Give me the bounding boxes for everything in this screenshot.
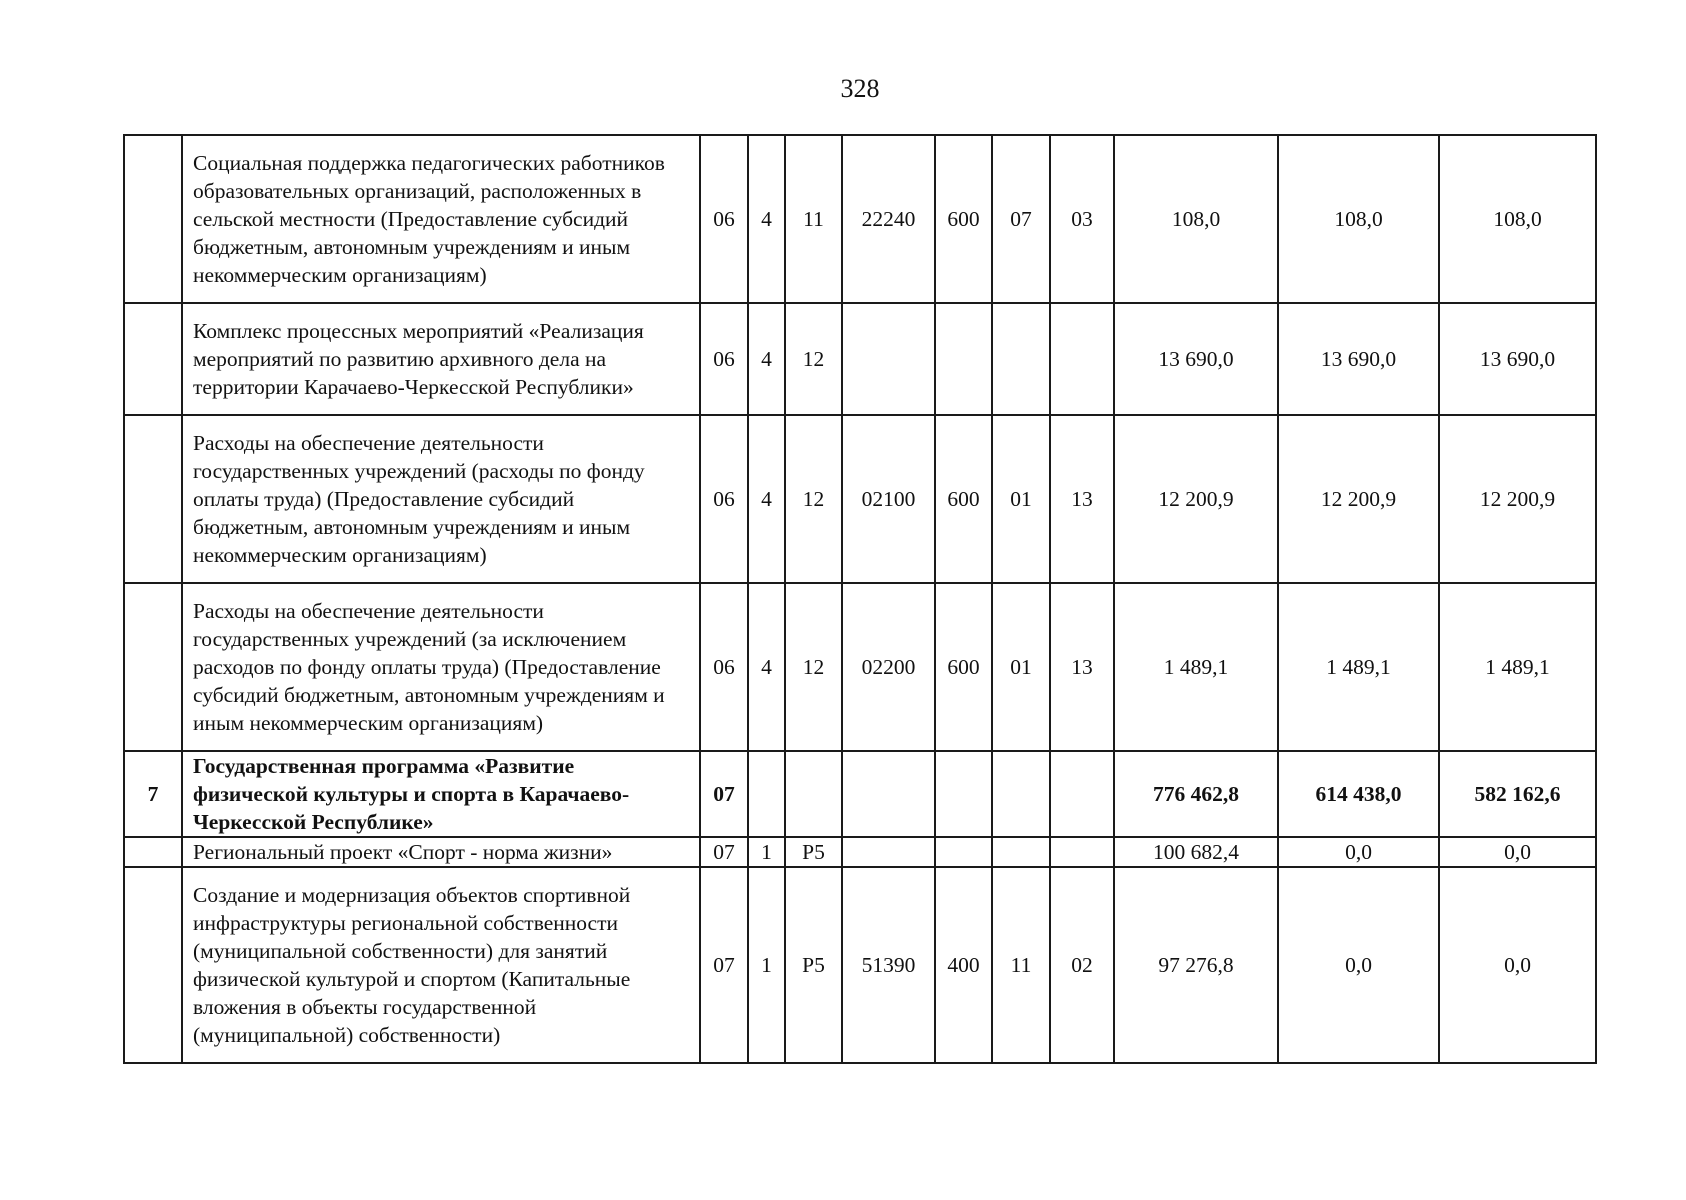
code-subsection: 02 (1050, 867, 1114, 1063)
code-program: 06 (700, 583, 748, 751)
row-number (124, 837, 182, 867)
code-expense-type: 600 (935, 415, 992, 583)
table-row (124, 837, 1596, 867)
code-expense-type (935, 751, 992, 837)
amount-year-3: 0,0 (1439, 837, 1596, 867)
code-structural: 12 (785, 583, 842, 751)
budget-table (123, 134, 1597, 1064)
amount-year-2: 108,0 (1278, 135, 1439, 303)
amount-year-2: 0,0 (1278, 867, 1439, 1063)
row-number (124, 867, 182, 1063)
code-direction: 02200 (842, 583, 935, 751)
code-section (992, 303, 1050, 415)
amount-year-3: 12 200,9 (1439, 415, 1596, 583)
code-expense-type: 600 (935, 583, 992, 751)
amount-year-1: 100 682,4 (1114, 837, 1278, 867)
row-name: Создание и модернизация объектов спортивной инфраструктуры региональной собственности (муниципальной собственности) для занятий физической культурой и спортом (Капитальные вложения в объекты государственной (муниципальной) собственности) (182, 867, 700, 1063)
code-section (992, 837, 1050, 867)
code-direction (842, 303, 935, 415)
code-direction: 22240 (842, 135, 935, 303)
amount-year-1: 776 462,8 (1114, 751, 1278, 837)
table-row-program (124, 751, 1596, 837)
row-name: Комплекс процессных мероприятий «Реализация мероприятий по развитию архивного дела на территории Карачаево-Черкесской Республики» (182, 303, 700, 415)
code-type: 4 (748, 583, 785, 751)
row-name: Региональный проект «Спорт - норма жизни» (182, 837, 700, 867)
code-section: 11 (992, 867, 1050, 1063)
row-number: 7 (124, 751, 182, 837)
code-program: 06 (700, 135, 748, 303)
row-name: Социальная поддержка педагогических работников образовательных организаций, расположенных в сельской местности (Предоставление субсидий бюджетным, автономным учреждениям и иным некоммерческим организациям) (182, 135, 700, 303)
code-expense-type (935, 837, 992, 867)
code-structural: 11 (785, 135, 842, 303)
code-direction: 51390 (842, 867, 935, 1063)
amount-year-1: 12 200,9 (1114, 415, 1278, 583)
amount-year-3: 13 690,0 (1439, 303, 1596, 415)
row-number (124, 583, 182, 751)
code-type: 4 (748, 303, 785, 415)
code-direction: 02100 (842, 415, 935, 583)
amount-year-3: 108,0 (1439, 135, 1596, 303)
table-row (124, 303, 1596, 415)
code-type: 4 (748, 135, 785, 303)
table-row (124, 867, 1596, 1063)
code-expense-type (935, 303, 992, 415)
code-type: 1 (748, 867, 785, 1063)
table-row (124, 135, 1596, 303)
code-subsection (1050, 837, 1114, 867)
amount-year-1: 97 276,8 (1114, 867, 1278, 1063)
code-subsection (1050, 303, 1114, 415)
code-type (748, 751, 785, 837)
amount-year-2: 1 489,1 (1278, 583, 1439, 751)
code-expense-type: 400 (935, 867, 992, 1063)
amount-year-3: 0,0 (1439, 867, 1596, 1063)
code-expense-type: 600 (935, 135, 992, 303)
code-direction (842, 837, 935, 867)
code-structural: 12 (785, 415, 842, 583)
code-structural: 12 (785, 303, 842, 415)
code-subsection: 03 (1050, 135, 1114, 303)
row-number (124, 135, 182, 303)
code-program: 06 (700, 415, 748, 583)
row-number (124, 303, 182, 415)
code-section: 01 (992, 583, 1050, 751)
code-direction (842, 751, 935, 837)
amount-year-1: 108,0 (1114, 135, 1278, 303)
code-structural: Р5 (785, 867, 842, 1063)
row-name: Расходы на обеспечение деятельности государственных учреждений (за исключением расходов по фонду оплаты труда) (Предоставление субсидий бюджетным, автономным учреждениям и иным некоммерческим организациям) (182, 583, 700, 751)
amount-year-2: 614 438,0 (1278, 751, 1439, 837)
table-row (124, 583, 1596, 751)
code-subsection: 13 (1050, 415, 1114, 583)
code-program: 07 (700, 751, 748, 837)
code-section: 07 (992, 135, 1050, 303)
row-name: Расходы на обеспечение деятельности государственных учреждений (расходы по фонду оплаты труда) (Предоставление субсидий бюджетным, автономным учреждениям и иным некоммерческим организациям) (182, 415, 700, 583)
amount-year-3: 1 489,1 (1439, 583, 1596, 751)
amount-year-2: 0,0 (1278, 837, 1439, 867)
row-name: Государственная программа «Развитие физической культуры и спорта в Карачаево-Черкесской Республике» (182, 751, 700, 837)
amount-year-3: 582 162,6 (1439, 751, 1596, 837)
code-program: 07 (700, 867, 748, 1063)
code-program: 06 (700, 303, 748, 415)
amount-year-1: 1 489,1 (1114, 583, 1278, 751)
page-number: 328 (840, 74, 880, 103)
amount-year-2: 13 690,0 (1278, 303, 1439, 415)
code-type: 4 (748, 415, 785, 583)
code-type: 1 (748, 837, 785, 867)
amount-year-2: 12 200,9 (1278, 415, 1439, 583)
row-number (124, 415, 182, 583)
code-section (992, 751, 1050, 837)
code-structural: Р5 (785, 837, 842, 867)
code-section: 01 (992, 415, 1050, 583)
amount-year-1: 13 690,0 (1114, 303, 1278, 415)
code-program: 07 (700, 837, 748, 867)
table-row (124, 415, 1596, 583)
code-subsection: 13 (1050, 583, 1114, 751)
code-subsection (1050, 751, 1114, 837)
code-structural (785, 751, 842, 837)
